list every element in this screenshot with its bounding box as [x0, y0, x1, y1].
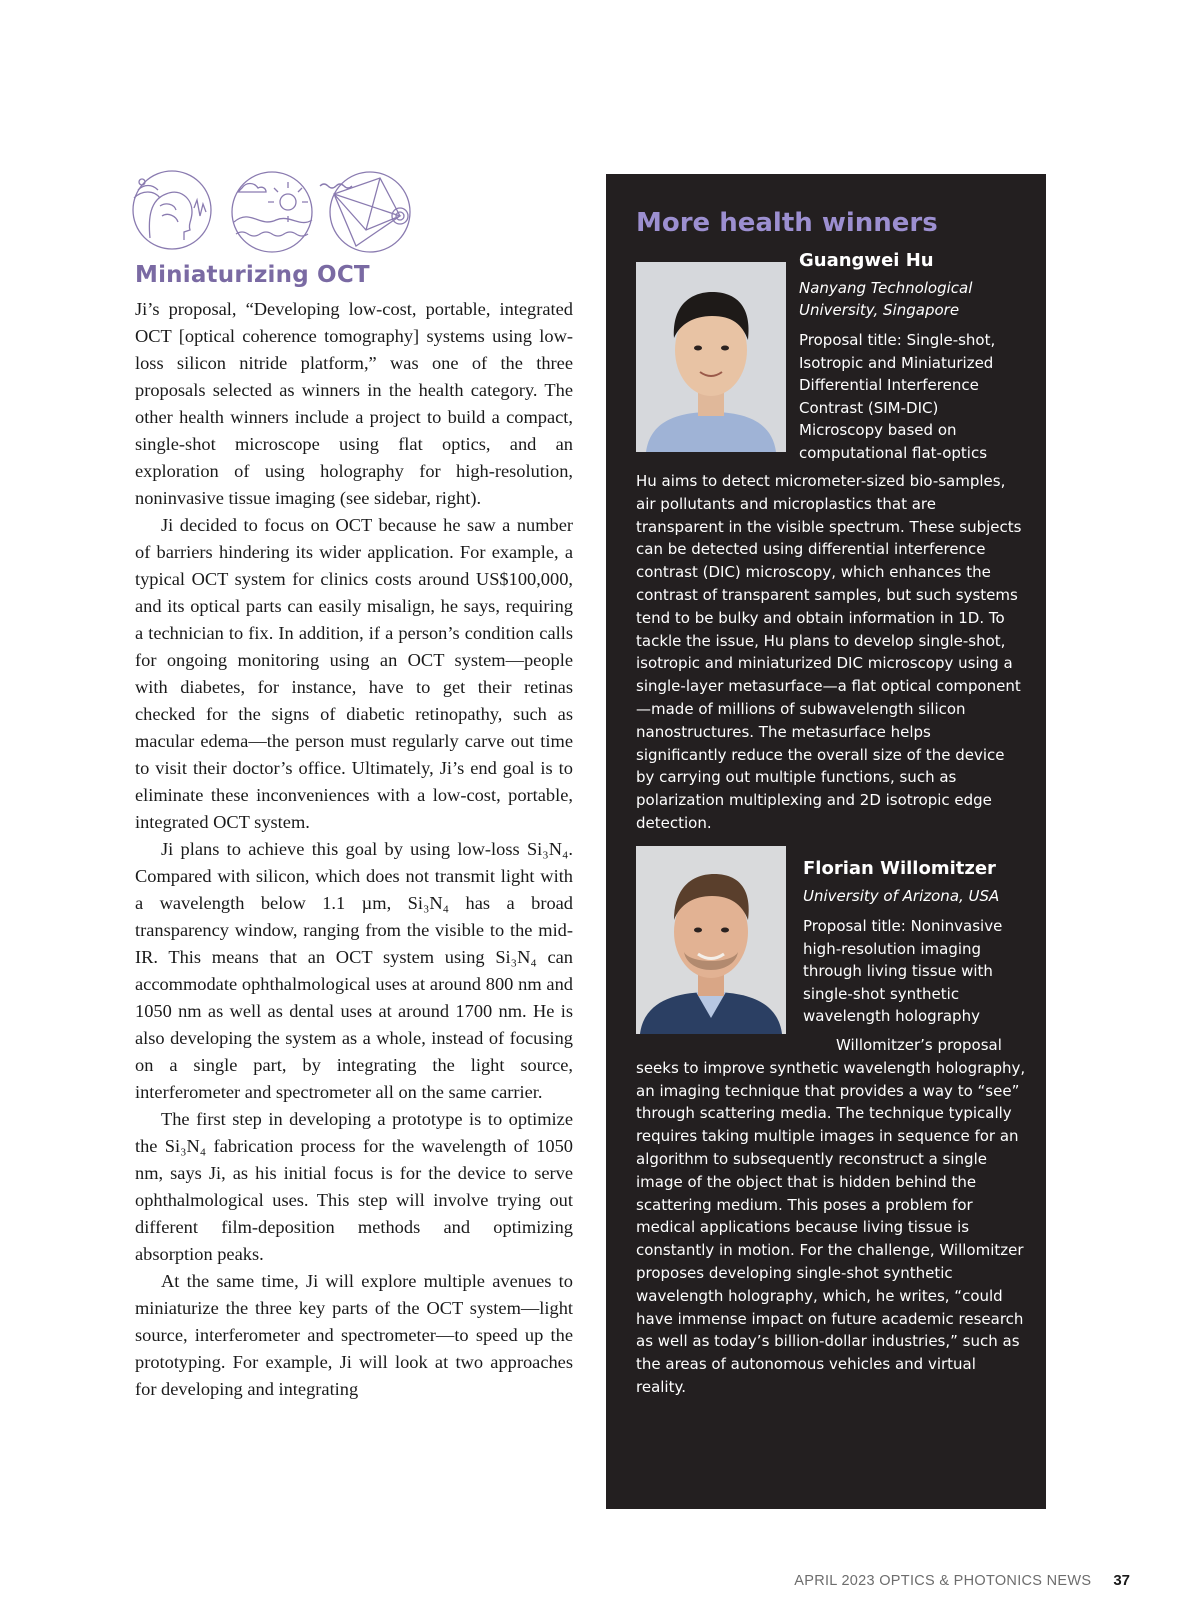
sidebar-health-winners — [606, 174, 1046, 1509]
affiliation-line: University, Singapore — [799, 301, 960, 319]
network-target-icon — [320, 172, 410, 252]
winner-name: Florian Willomitzer — [803, 858, 996, 879]
article-body — [135, 296, 573, 1403]
page-footer — [794, 1572, 1130, 1589]
paragraph-3: Ji plans to achieve this goal by using low-loss Si₃N₄. Compared with silicon, which does not transmit light with a wavelength below 1.1 µm, Si₃N₄ has a broad transparency window, ranging from the visible to the mid-IR. This means that an OCT system using Si₃N₄ can accommodate ophthalmological uses at around 800 nm and 1050 nm as well as dental uses at around 1700 nm. He is also developing the system as a whole, instead of focusing on a single part, by integrating the light source, interferometer and spectrometer all on the same carrier. — [135, 839, 573, 1102]
winner-description: Hu aims to detect micrometer-sized bio-samples, air pollutants and microplastics that are transparent in the visible spectrum. These subjects can be detected using differential interference contrast (DIC) microscopy, which enhances the contrast of transparent samples, but such systems tend to be bulky and obtain information in 1D. To tackle the issue, Hu plans to develop single-shot, isotropic and miniaturized DIC microscopy using a single-layer metasurface—a flat optical component—made of millions of subwavelength silicon nanostructures. The metasurface helps significantly reduce the overall size of the device by carrying out multiple functions, such as polarization multiplexing and 2D isotropic edge detection. — [636, 472, 1022, 832]
hu-portrait — [636, 262, 786, 452]
paragraph-1: Ji’s proposal, “Developing low-cost, portable, integrated OCT [optical coherence tomography] systems using low-loss silicon nitride platform,” was one of the three proposals selected as winners in the health category. The other health winners include a project to build a compact, single-shot microscope using flat optics, and an exploration of using holography for high-resolution, noninvasive tissue imaging (see sidebar, right). — [135, 299, 573, 508]
main-article — [135, 262, 573, 1403]
proposal-title: Proposal title: Single-shot, Isotropic and Miniaturized Differential Interference Contrast (SIM-DIC) Microscopy based on computational flat-optics — [799, 331, 996, 462]
winner-name: Guangwei Hu — [799, 250, 934, 271]
description-rest: seeks to improve synthetic wavelength holography, an imaging technique that provides a way to “see” through scattering media. The technique typically requires taking multiple images in sequence for an algorithm to subsequently reconstruct a single image of the object that is hidden behind the scattering medium. This poses a problem for medical applications because living tissue is constantly in motion. For the challenge, Willomitzer proposes developing single-shot synthetic wavelength holography, which, he writes, “could have immense impact on future academic research as well as today’s billion-dollar industries,” such as the areas of autonomous vehicles and virtual reality. — [636, 1058, 1026, 1396]
winner-affiliation — [799, 277, 1024, 321]
proposal-title: Proposal title: Noninvasive high-resolution imaging through living tissue with single-shot synthetic wavelength holography — [803, 917, 1003, 1025]
winner-description — [636, 1034, 1026, 1399]
page-number: 37 — [1113, 1572, 1130, 1589]
section-heading: Miniaturizing OCT — [135, 262, 370, 288]
winner-hu — [799, 250, 1024, 464]
sidebar-title: More health winners — [636, 208, 938, 238]
paragraph-2: Ji decided to focus on OCT because he saw a number of barriers hindering its wider application. For example, a typical OCT system for clinics costs around US$100,000, and its optical parts can easily misalign, he says, requiring a technician to fix. In addition, if a person’s condition calls for ongoing monitoring using an OCT system—people with diabetes, for instance, have to get their retinas checked for the signs of diabetic retinopathy, such as macular edema—the person must regularly carve out time to visit their doctor’s office. Ultimately, Ji’s end goal is to eliminate these inconveniences with a low-cost, portable, integrated OCT system. — [135, 515, 573, 832]
paragraph-5: At the same time, Ji will explore multiple avenues to miniaturize the three key parts of the OCT system—light source, interferometer and spectrometer—to speed up the prototyping. For example, Ji will look at two approaches for developing and integrating — [135, 1271, 573, 1399]
paragraph-4: The first step in developing a prototype is to optimize the Si₃N₄ fabrication process for the wavelength of 1050 nm, says Ji, as his initial focus is for the device to serve ophthalmological uses. This step will involve trying out different film-deposition methods and optimizing absorption peaks. — [135, 1109, 573, 1264]
willomitzer-portrait — [636, 846, 786, 1034]
health-icons-row — [130, 168, 420, 258]
description-lead: Willomitzer’s proposal — [836, 1036, 1002, 1054]
winner-affiliation: University of Arizona, USA — [803, 887, 1000, 905]
issue-label: APRIL 2023 OPTICS & PHOTONICS NEWS — [794, 1573, 1092, 1589]
sun-landscape-icon — [232, 172, 312, 252]
winner-willomitzer — [803, 858, 1028, 1028]
head-waves-icon — [133, 171, 211, 249]
affiliation-line: Nanyang Technological — [799, 279, 973, 297]
